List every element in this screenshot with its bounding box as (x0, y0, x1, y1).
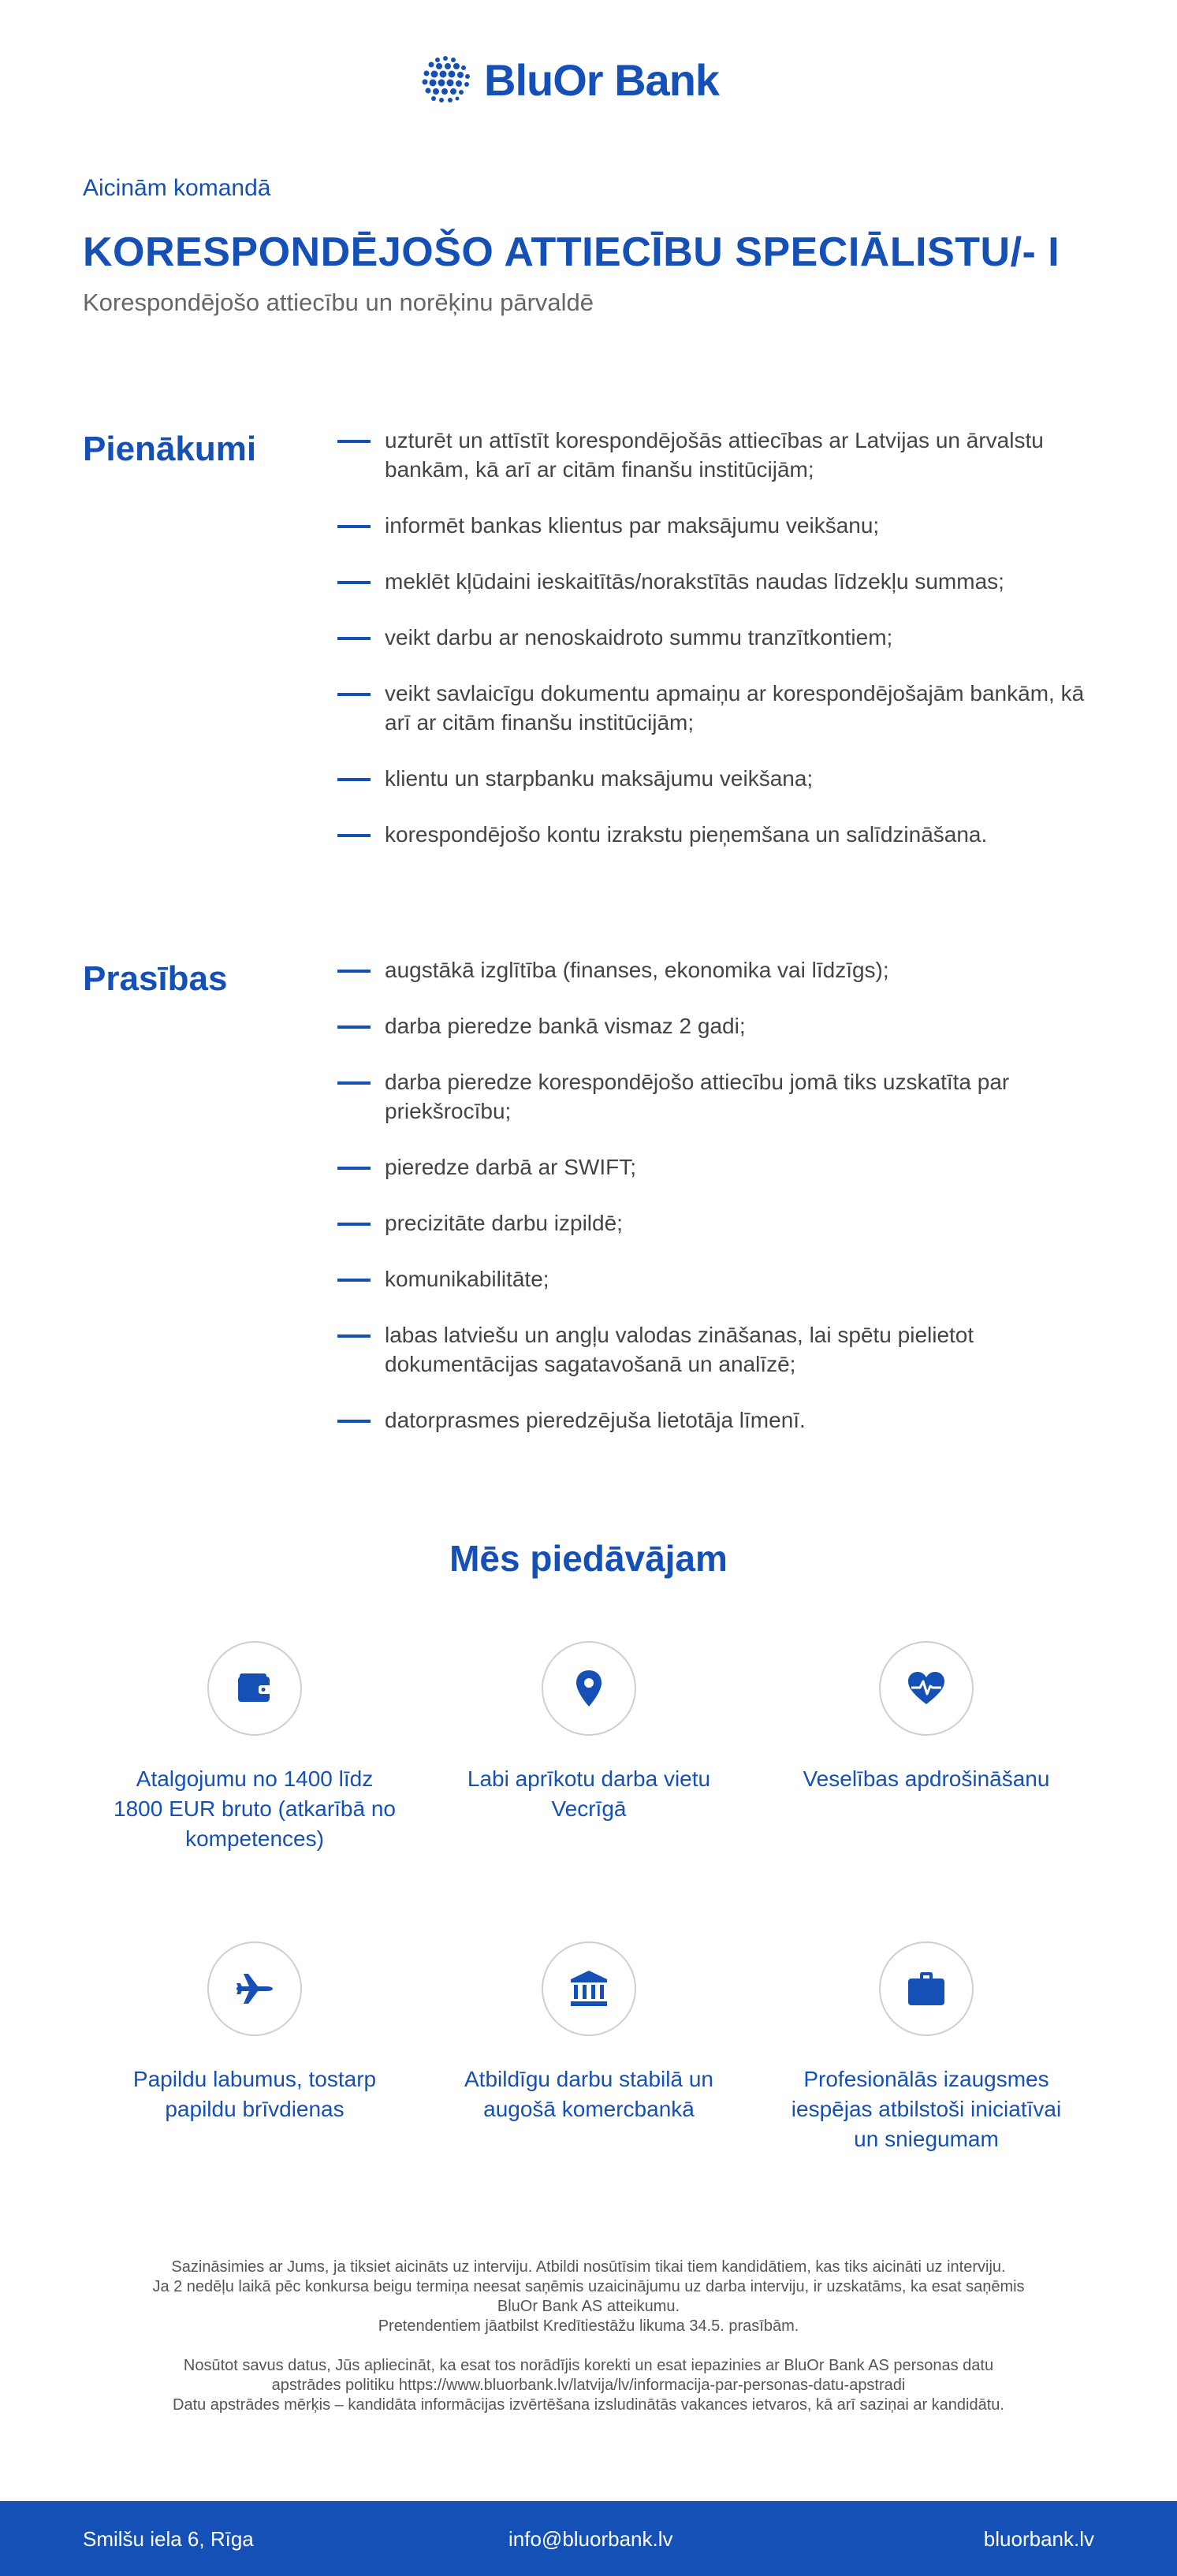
offer-salary (89, 1641, 420, 1854)
brand-logo (418, 47, 719, 112)
note-line: Sazināsimies ar Jums, ja tiksiet aicināts uz interviju. Atbildi nosūtīsim tikai tiem kandidātiem, kas tiks aicināti uz interviju. (171, 2258, 1006, 2276)
dash-bullet (337, 525, 371, 528)
dash-bullet (337, 440, 371, 443)
location-pin-icon (568, 1667, 610, 1710)
intro-text: Aicinām komandā (83, 175, 271, 201)
offer-icon-circle (207, 1641, 302, 1736)
list-item: informēt bankas klientus par maksājumu veikšanu; (337, 511, 1094, 540)
offer-label: Veselības apdrošināšanu (803, 1766, 1050, 1791)
dash-bullet (337, 1081, 371, 1085)
note-spacer (110, 2336, 1067, 2356)
offer-icon-circle (542, 1641, 636, 1736)
list-item: uzturēt un attīstīt korespondējošās attiecības ar Latvijas un ārvalstu bankām, kā arī ar citām finanšu institūcijām; (337, 426, 1094, 484)
wallet-icon (233, 1667, 276, 1710)
list-item: meklēt kļūdaini ieskaitītās/norakstītās naudas līdzekļu summas; (337, 567, 1094, 596)
offer-label: Atbildīgu darbu stabilā un augošā komercbankā (464, 2067, 713, 2121)
note-line: BluOr Bank AS atteikumu. (497, 2298, 680, 2315)
offer-icon-circle (207, 1941, 302, 2036)
job-title: KORESPONDĒJOŠO ATTIECĪBU SPECIĀLISTU/- I (83, 229, 1060, 275)
offer-icon-circle (879, 1941, 974, 2036)
footer-bar (0, 2501, 1177, 2576)
list-item: komunikabilitāte; (337, 1264, 1094, 1294)
footer-website-link[interactable]: bluorbank.lv (983, 2527, 1094, 2551)
offer-growth (761, 1941, 1092, 2154)
dash-bullet (337, 1026, 371, 1029)
list-item: darba pieredze bankā vismaz 2 gadi; (337, 1011, 1094, 1040)
note-line: apstrādes politiku https://www.bluorbank.lv/latvija/lv/informacija-par-personas-datu-apstradi (271, 2377, 906, 2394)
list-item: darba pieredze korespondējošo attiecību jomā tiks uzskatīta par priekšrocību; (337, 1067, 1094, 1126)
dash-bullet (337, 637, 371, 640)
footer-address: Smilšu iela 6, Rīga (83, 2527, 254, 2551)
note-line: Pretendentiem jāatbilst Kredītiestāžu likuma 34.5. prasībām. (378, 2317, 799, 2335)
department-subtitle: Korespondējošo attiecību un norēķinu pārvaldē (83, 288, 594, 316)
requirements-heading: Prasības (83, 959, 228, 998)
bluor-logo-icon (418, 52, 473, 107)
list-item: augstākā izglītība (finanses, ekonomika vai līdzīgs); (337, 955, 1094, 985)
requirements-list (337, 955, 1094, 1461)
offer-label: Papildu labumus, tostarp papildu brīvdienas (132, 2067, 377, 2121)
offer-workplace (423, 1641, 754, 1824)
offers-heading: Mēs piedāvājam (449, 1538, 728, 1579)
offer-label: Atalgojumu no 1400 līdz 1800 EUR bruto (atkarībā no kompetences) (114, 1766, 396, 1851)
footer-email-link[interactable]: info@bluorbank.lv (508, 2527, 673, 2551)
bank-building-icon (568, 1967, 610, 2010)
list-item: korespondējošo kontu izrakstu pieņemšana un salīdzināšana. (337, 820, 1094, 849)
note-line: Ja 2 nedēļu laikā pēc konkursa beigu termiņa neesat saņēmis uzaicinājumu uz darba interviju, ir uzskatāms, ka esat saņēmis (152, 2278, 1025, 2295)
dash-bullet (337, 970, 371, 973)
legal-notes (110, 2258, 1067, 2415)
list-item: klientu un starpbanku maksājumu veikšana; (337, 764, 1094, 793)
heart-pulse-icon (905, 1667, 948, 1710)
briefcase-icon (905, 1967, 948, 2010)
duties-heading: Pienākumi (83, 430, 257, 468)
dash-bullet (337, 778, 371, 781)
dash-bullet (337, 581, 371, 584)
list-item: datorprasmes pieredzējuša lietotāja līmenī. (337, 1405, 1094, 1435)
list-item: precizitāte darbu izpildē; (337, 1208, 1094, 1238)
dash-bullet (337, 693, 371, 696)
list-item: labas latviešu un angļu valodas zināšanas, lai spētu pielietot dokumentācijas sagatavošanā un analīzē; (337, 1320, 1094, 1379)
offer-benefits (89, 1941, 420, 2124)
dash-bullet (337, 1335, 371, 1338)
offer-icon-circle (542, 1941, 636, 2036)
note-line: Datu apstrādes mērķis – kandidāta informācijas izvērtēšana izsludinātās vakances ietvaros, kā arī saziņai ar kandidātu. (173, 2396, 1004, 2414)
duties-list (337, 426, 1094, 876)
offer-stable-bank (423, 1941, 754, 2124)
dash-bullet (337, 1279, 371, 1282)
offer-icon-circle (879, 1641, 974, 1736)
brand-name: BluOr Bank (484, 54, 720, 105)
dash-bullet (337, 1223, 371, 1226)
list-item: veikt savlaicīgu dokumentu apmaiņu ar korespondējošajām bankām, kā arī ar citām finanšu institūcijām; (337, 679, 1094, 737)
list-item: veikt darbu ar nenoskaidroto summu tranzītkontiem; (337, 623, 1094, 652)
offer-insurance (761, 1641, 1092, 1794)
offer-label: Profesionālās izaugsmes iespējas atbilstoši iniciatīvai un sniegumam (791, 2067, 1062, 2151)
dash-bullet (337, 1420, 371, 1423)
dash-bullet (337, 1167, 371, 1170)
list-item: pieredze darbā ar SWIFT; (337, 1152, 1094, 1182)
airplane-icon (233, 1967, 276, 2010)
offer-label: Labi aprīkotu darba vietu Vecrīgā (467, 1766, 711, 1821)
dash-bullet (337, 834, 371, 837)
note-line: Nosūtot savus datus, Jūs apliecināt, ka esat tos norādījis korekti un esat iepazinies ar BluOr Bank AS personas datu (183, 2357, 994, 2374)
